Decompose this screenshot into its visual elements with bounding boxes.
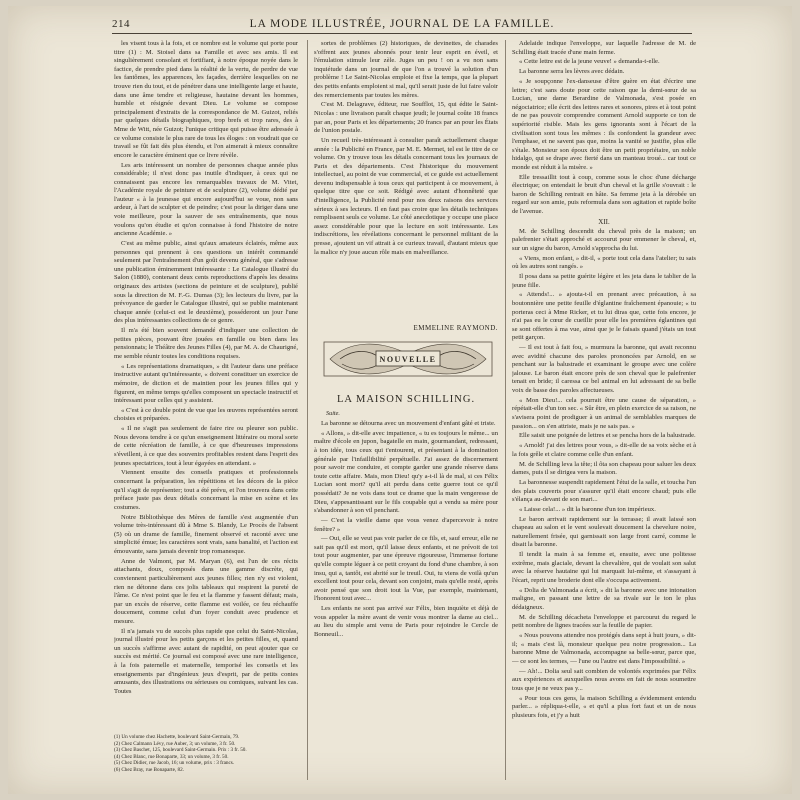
story-paragraph: La baronne se détourna avec un mouvement d'enfant gâté et triste.	[321, 420, 496, 427]
story-paragraph: La baronne serra les lèvres avec dédain.	[519, 68, 625, 76]
article-paragraph: C'est au même public, ainsi qu'aux amateurs éclairés, même aux personnes qui prennent à ces questions un intérêt commandé seulement par l'entraînement d'un goût devenu général, que s'adresse une publication éminemment intéressante : Le Catalogue illustré du Salon (1880), contenant deux cents reproductions d'après les dessins originaux des artistes (sections de peinture et de sculpture), publié sous la direction de M. F.-G. Dumas (3); les lecteurs du livre, par la prévoyance de garder le Catalogue illustré, qui se publie maintenant chaque année (celui-ci est le deuxième), posséderont un jour l'une des plus intéressantes collections de ce genre.	[114, 240, 298, 325]
story-paragraph: « Attends!... » ajouta-t-il en prenant avec précaution, à sa boutonnière une petite feuille d'églantine fraîchement épanouie; « tu porteras ceci à Mme Ricker, et tu lui diras que, cette fois encore, je n'ai pas eu le cœur de cueillir pour elle les premières églantines qui se sont offertes à ma vue, ainsi que je le faisais quand j'étais un tout petit garçon.	[512, 291, 696, 342]
article-paragraph: « Il ne s'agit pas seulement de faire rire ou pleurer son public. Nous devons tendre à ce qu'un enseignement littéraire ou moral sorte de cette récréation de famille, à ce que d'heureuses impressions s'éveillent, à ce que des souvenirs profitables restent dans l'esprit des jeunes spectatrices, tout à leur égayées en attendant. »	[114, 425, 298, 467]
journal-title: LA MODE ILLUSTRÉE, JOURNAL DE LA FAMILLE.	[249, 18, 555, 30]
article-paragraph: Viennent ensuite des conseils pratiques et professionnels concernant la préparation, les répétitions et les décors de la pièce qu'il s'agit de représenter; tout a été prévu, et l'on trouvera dans cette préface juste pas deux détails concernant la mise en scène et les costumes.	[114, 469, 298, 511]
article-paragraph: « Les représentations dramatiques, » dit l'auteur dans une préface instructive autant qu'intéressante, « doivent constituer un exercice de mémoire, de diction et de maintien pour les jeunes filles qui y figurent, en même temps qu'elles composent un spectacle instructif et intéressant pour celles qui y assistent.	[114, 362, 298, 405]
column-right	[512, 40, 696, 764]
page-number: 214	[112, 18, 130, 30]
story-paragraph: « Nous pouvons attendre nos protégés dans sept à huit jours, » dit-il; « mais c'est là, monsieur quelque peu notre progression... La baronne Mme de Valmonada, accompagne sa belle-sœur, parce que, — ce sont les termes, — l'une ou l'autre est dans l'impossibilité. »	[512, 632, 696, 665]
header-rule	[112, 33, 692, 34]
story-suite: Suite.	[326, 410, 340, 417]
page-header	[112, 14, 692, 34]
story-paragraph: Il posa dans sa petite guérite légère et les jeta dans le tablier de la jeune fille.	[512, 272, 696, 289]
column-left	[114, 40, 298, 764]
story-paragraph: M. de Schilling descendit du cheval près de la maison; un palefrenier s'était approché et accourut pour emmener le cheval, et, sur un signe du baron, Arnold s'approcha du lui.	[512, 227, 696, 252]
footnote: (2) Chez Calmann Lévy, rue Auber, 3; un volume, 3 fr. 50.	[114, 740, 236, 747]
story-paragraph: — Ah!... Dolia seul sait combien de volontés exprimées par Félix aux expériences et auxquelles nous avons en fait de nous soumettre tous que je ne veux pas y...	[512, 667, 696, 692]
story-paragraph: — Oui, elle se veut pas voir parler de ce fils, et, sauf erreur, elle ne sait pas qu'il est mort, qu'il laisse deux enfants, et ne prévoit de toi tout pour augmenter, par une épreuve rigoureuse, l'immense fortune qu'elle compte léguer à ce petit croyant du fond d'une chambre, à son insu, qui a, tantôt, est abrité sur le treuil. Oui, tu viens de voilà qu'un excellent tout pour cela, devant son conjoint, mais qu'elle resté, après avoir pensé que son droit tout la Vue, par exemple, maintenant, l'honorent tout avec...	[314, 535, 498, 603]
story-paragraph: « Dolia de Valmonada a écrit, » dit la baronne avec une intonation maligne, en passant une lettre de sa rivale sur le ton le plus dédaigneux.	[512, 586, 696, 611]
column-middle-top	[314, 40, 498, 322]
article-paragraph: Anne de Valmont, par M. Maryan (6), est l'un de ces récits attachants, doux, composés dans une gamme discrète, qui conviennent particulièrement aux jeunes filles; rien n'y est violent, rien ne détonne dans ces jolis tableaux qui respirent la pureté de l'âme. Ce n'est point que le feu et la flamme y fassent défaut; mais, par un excès de réserve, cette flamme est voilée, ce feu réchauffe doucement, comme celui d'un foyer conduit avec prudence et mesure.	[114, 557, 298, 625]
story-paragraph: M. de Schilling leva la tête; il ôta son chapeau pour saluer les deux dames, puis il se dirigea vers la maison.	[512, 460, 696, 477]
article-paragraph: Un recueil très-intéressant à consulter paraît actuellement chaque année : la Publicité en France, par M. E. Mermet, tel est le titre de ce volume. On y trouve tous les détails concernant tous les journaux de Paris et des départements. C'est l'historique du mouvement intellectuel, au point de vue commercial, et ce guide est actuellement devenu indispensable à tous ceux qui participent à ce mouvement, à quelque titre que ce soit. Rédigé avec autant d'honnêteté que d'intelligence, la Publicité rend pour nos deux raisons des services sérieux à ses lecteurs. Il en faut pas croire que les détails techniques remplissent seuls ce volume. Le côté anecdotique y occupe une place assez considérable pour que la lecture en soit intéressante. Les indiscrétions, les révélations concernant le personnel militant de la presse, ajoutent un vif attrait à ce curieux travail, d'autant mieux que la malice n'y joue aucun rôle mais en malveillance.	[314, 136, 498, 256]
article-paragraph: C'est M. Delagrave, éditeur, rue Soufflot, 15, qui édite le Saint-Nicolas : une livraison paraît chaque jeudi; le journal coûte 18 francs par an, pour Paris et les départements; 20 francs par an pour les États de l'union postale.	[314, 101, 498, 135]
article-paragraph: sortes de problèmes (2) historiques, de devinettes, de charades s'offrent aux jeunes abonnés pour tenir leur esprit en éveil, et l'émulation stimule leur zèle. Juges un peu ! on a vu non sans inquiétude dans un journal de que l'on a trouvé la solution d'un problème ! Le Saint-Nicolas emploie et fixe la temps, que la plupart des petits enfants emploient si mal, qu'il serait juste de lui faire valoir des remerciements par toutes les mères.	[314, 40, 498, 99]
story-paragraph: « Allons, » dit-elle avec impatience, « tu es toujours le même... un maître d'école en jupon, bagatelle en main, gourmandant, redressant, à ton idée, tous ceux qui t'entourent, et présentant à la domination générale par l'infaillibilité perpétuelle. J'ai assez de discernement pour savoir me conduire, et compte garder une grande réserve dans toute cette affaire. Mais, mon Dieu! qu'y a-t-il là de mal, si ces Félix Lucian sont mort? qu'il ait perdu dans cette guerre tout ce qu'il possédait? Je ne vois dans tout ce drame que la main vengeresse de Dieu, s'appesantissant sur le fils coupable qui a vendu sa mère pour s'abandonner à son vil penchant.	[314, 429, 498, 515]
story-paragraph: « Laisse cela!... » dit la baronne d'un ton impérieux.	[519, 505, 656, 513]
footnote: (4) Chez Blanc, rue Bonaparte, 33; un volume, 3 fr. 50.	[114, 753, 229, 760]
article-paragraph: Notre Bibliothèque des Mères de famille s'est augmentée d'un volume très-intéressant dû à Mme S. Blandy, Le Procès de l'absent (5) où un drame de famille, finement observé et raconté avec une simplicité émue; les caractères sont vrais, sans banalité, et l'action est émouvante, sans jamais devenir trop romanesque.	[114, 513, 298, 555]
story-paragraph: Elle saisit une poignée de lettres et se pencha hors de la balustrade.	[519, 432, 696, 440]
footnote: (5) Chez Didier, rue Jacob, 16; un volume, prix : 3 francs.	[114, 760, 235, 767]
story-paragraph: Il tendit la main à sa femme et, ensuite, avec une politesse extrême, mais glaciale, devant la chevalière, qui de voulait son salut avec la réserve hautaine qui lui marquait lui-même, et s'assayant à l'écart, reprit une broderie dont elle s'occupa activement.	[512, 551, 696, 584]
footnote: (3) Chez Baschet, 125, boulevard Saint-Germain. Prix : 3 fr. 50.	[114, 747, 247, 754]
story-paragraph: Les enfants ne sont pas arrivé sur Félix, bien inquiète et déjà de vous appeler la mère avant de venir vous montrer la dame au ciel... au lieu du simple ami venu de Paris pour rejoindre le Cercle de Bonneuil...	[314, 605, 498, 638]
column-middle-bottom	[314, 420, 498, 782]
story-paragraph: « Cette lettre est de la jeune veuve! » demanda-t-elle.	[519, 58, 660, 66]
story-paragraph: M. de Schilling décacheta l'enveloppe et parcourut du regard le petit nombre de lignes tracées sur la feuille de papier.	[512, 613, 696, 630]
story-paragraph: Elle tressaillit tout à coup, comme sous le choc d'une décharge électrique; on entendait le bruit d'un cheval et la grille s'ouvrait : le baron de Schilling rentrait en hâte. Sa femme jeta à la dérobée un regard sur son amie, puis reformula dans son agitation et rapide boîte de l'avenue.	[512, 173, 696, 216]
story-paragraph: La baronnesse suspendit rapidement l'étui de la salle, et toucha l'un des plats couverts pour s'assurer qu'il était encore chaud; puis elle s'élança au-devant de son mari...	[512, 478, 696, 504]
story-paragraph: Le baron arrivait rapidement sur la terrasse; il avait laissé son chapeau au salon et le vent soulevait doucement la chevelure noire, naturellement frisée, qui garnissait son large front carré, comme le disait la baronne.	[512, 515, 696, 549]
story-paragraph: — C'est la vieille dame que vous venez d'apercevoir à notre fenêtre? »	[314, 516, 498, 533]
story-paragraph: — Il est tout à fait fou, » murmura la baronne, qui avait reconnu avec avidité chacune des paroles prononcées par Arnold, en se penchant sur la balustrade et examinant le groupe avec une colère jalouse. Le baron était encore près de son cheval que le palefrenier tenait en bride; il caressa ce bel animal en lui adressant de sa belle voix de basse des paroles affectueuses.	[512, 344, 696, 395]
story-paragraph: « Arnold! j'ai des lettres pour vous, » dit-elle de sa voix sèche et à la fois grêle et claire comme celle d'un enfant.	[512, 442, 696, 458]
section-number: XII.	[598, 217, 610, 226]
footnote: (1) Un volume chez Hachette, boulevard Saint-Germain, 79.	[114, 734, 240, 740]
column-divider	[505, 40, 506, 780]
newspaper-page	[8, 6, 792, 794]
story-paragraph: « Viens, mon enfant, » dit-il, « porte tout cela dans l'atelier; tu sais où les autres sont rangés. »	[512, 254, 696, 271]
story-paragraph: « Pour tous ces gens, la maison Schilling a évidemment entendu parler... » répliqua-t-elle, « et qu'il a plus fort faut et un de nous plusieurs fois, et j'y a huit	[512, 694, 696, 719]
column-divider	[307, 40, 308, 780]
footnote: (6) Chez Bray, rue Bonaparte, 82.	[114, 766, 184, 773]
article-paragraph: Il m'a été bien souvent demandé d'indiquer une collection de petites pièces, pouvant être jouées en famille ou bien dans les pensionnats; le Théâtre des Jeunes Filles (4), par M. A. de Chaurigné, me semble réunir toutes les conditions requises.	[114, 327, 298, 360]
vignette-label: NOUVELLE	[379, 355, 437, 364]
author-signature: EMMELINE RAYMOND.	[413, 324, 498, 332]
nouvelle-vignette	[320, 336, 496, 382]
story-title: LA MAISON SCHILLING.	[336, 394, 476, 405]
article-paragraph: « C'est à ce double point de vue que les œuvres représentées seront choisies et préparées.	[114, 406, 298, 423]
article-paragraph: les visent tous à la fois, et ce nombre est le volume qui porte pour titre (1) : M. Stoisel dans sa Famille et avec ses amis. Il est singulièrement consolant et fortifiant, à notre époque noyée dans le factice, de prendre pied dans la réalité de la vertu, de perdre de vue les fantômes, les apparences, les façades, derrière lesquelles on ne trouve rien du tout, et de pénétrer dans une intelligente large et haute, dans une âme tendre et religieuse, hautaine devant les hommes, humble et résignée devant Dieu. Le volume se compose principalement d'extraits de la correspondance de M. Guizot, reliés par quelques détails biographiques, trop brefs et trop rares, des à Mme de Witt, née Guizot; l'unique critique qui puisse être adressée à ce volume consiste le plus rare de tous les éloges : on voudrait que ce travail se fût fait dès plus étendu, et l'on aimerait à mieux connaître encore le caractère éminent que ce livre révèle.	[114, 40, 298, 159]
article-paragraph: Il n'a jamais vu de succès plus rapide que celui du Saint-Nicolas, journal illustré pour les petits garçons et les petites filles, et, quand un succès s'affirme avec autant de rapidité, on peut ajouter que ce succès est mérité. Ce journal est composé avec une rare intelligence, à la fois paternelle et maternelle, temporisé les conseils et les enseignements par d'ingénieux jeux d'esprit, par de petits contes amusants, des illustrations ou sérieuses ou comiques, suivant les cas. Toutes	[114, 627, 298, 695]
story-paragraph: « Mon Dieu!... cela pourrait être une cause de séparation, » répétait-elle d'un ton sec. « Sûr être, en plein exercice de sa raison, ne s'avisera point de prodiguer à un animal de semblables marques de passion... on s'en attriste, mais je ne sais pas. »	[512, 396, 696, 430]
story-paragraph: Adelaide indique l'enveloppe, sur laquelle l'adresse de M. de Schilling était tracée d'une main ferme.	[512, 40, 696, 56]
footnotes	[114, 734, 298, 774]
article-paragraph: Les arts intéressent un nombre de personnes chaque année plus considérable; il n'est donc pas inutile d'indiquer, à ceux qui ne connaissent pas encore les remarquables travaux de M. Vitet, l'Académie royale de peinture et de sculpture (2), volume dédié par l'auteur « à la jeunesse qui encore aujourd'hui se voue, non sans ardeur, à l'art de sculpter et de peindre; c'est pour la diriger dans une voie meilleure, pour la sauver de ses entraînements, que nous voulons qu'on étudie et qu'on connaisse à fond l'histoire de notre ancienne Académie. »	[114, 161, 298, 238]
story-paragraph: « Je soupçonne l'ex-danseuse d'être guère en état d'écrire une lettre; c'est sans doute pour cette raison que la demi-sœur de sa Lucian, une dame Berardine de Valmonada, s'est posée en négociatrice; elle écrit des lettres rares et sonores, pires et à tout point de ne pas pouvoir comprendre comment Arnold supporte ce ton de supériorité risible. Mais les gens ignorants sont à l'écart de la civilisation sont tous les mêmes : ils confondent la grandeur avec l'emphase, et ne savent pas que, moins la vanité se justifie, plus elle s'étale. Monsieur son époux doit être un petit propriétaire, un noble hidalgo, qui se drape avec fierté dans un manteau troué... car tout ce monde est réduit à la misère. »	[512, 77, 696, 171]
